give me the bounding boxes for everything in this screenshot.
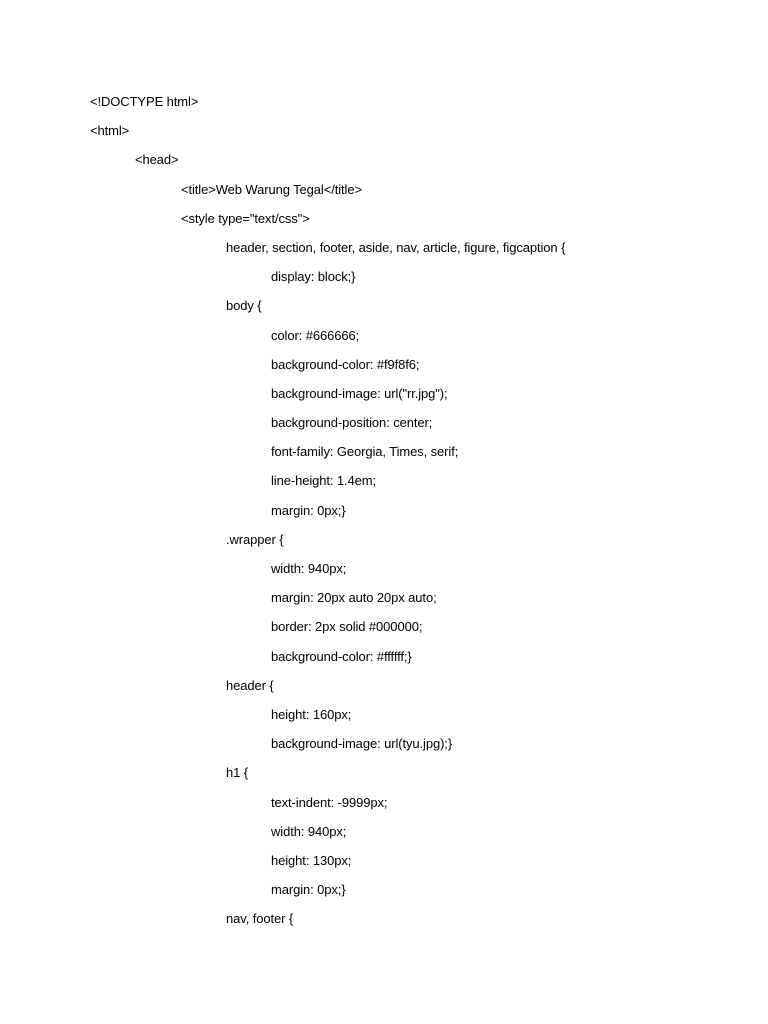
code-line-head-open: <head> xyxy=(135,152,179,168)
code-line-header-selector: header { xyxy=(226,677,274,693)
code-line-wrapper-background: background-color: #ffffff;} xyxy=(271,648,412,664)
code-line-body-margin: margin: 0px;} xyxy=(271,502,346,518)
code-line-wrapper-selector: .wrapper { xyxy=(226,531,284,547)
code-line-h1-text-indent: text-indent: -9999px; xyxy=(271,794,388,810)
code-line-wrapper-border: border: 2px solid #000000; xyxy=(271,619,423,635)
code-line-background-image: background-image: url("rr.jpg"); xyxy=(271,385,448,401)
code-line-wrapper-width: width: 940px; xyxy=(271,561,347,576)
code-line-line-height: line-height: 1.4em; xyxy=(271,473,377,489)
code-line-background-color: background-color: #f9f8f6; xyxy=(271,356,420,372)
code-line-nav-footer-selector: nav, footer { xyxy=(226,911,294,927)
code-line-display-block: display: block;} xyxy=(271,269,356,285)
code-line-h1-margin: margin: 0px;} xyxy=(271,882,346,898)
code-line-doctype: <!DOCTYPE html> xyxy=(90,94,199,109)
code-line-html-open: <html> xyxy=(90,123,130,139)
code-line-h1-width: width: 940px; xyxy=(271,823,347,839)
code-line-h1-selector: h1 { xyxy=(226,765,249,781)
code-line-block-selector: header, section, footer, aside, nav, article, figure, figcaption { xyxy=(226,239,566,255)
code-line-h1-height: height: 130px; xyxy=(271,852,352,868)
code-line-color: color: #666666; xyxy=(271,327,360,343)
code-line-font-family: font-family: Georgia, Times, serif; xyxy=(271,444,459,460)
code-line-wrapper-margin: margin: 20px auto 20px auto; xyxy=(271,590,437,606)
code-line-style-open: <style type="text/css"> xyxy=(181,210,310,226)
code-line-title: <title>Web Warung Tegal</title> xyxy=(181,181,362,197)
code-line-body-selector: body { xyxy=(226,298,262,314)
code-line-header-height: height: 160px; xyxy=(271,706,352,722)
code-line-header-background-image: background-image: url(tyu.jpg);} xyxy=(271,736,453,752)
code-line-background-position: background-position: center; xyxy=(271,415,433,431)
code-listing xyxy=(0,92,768,938)
